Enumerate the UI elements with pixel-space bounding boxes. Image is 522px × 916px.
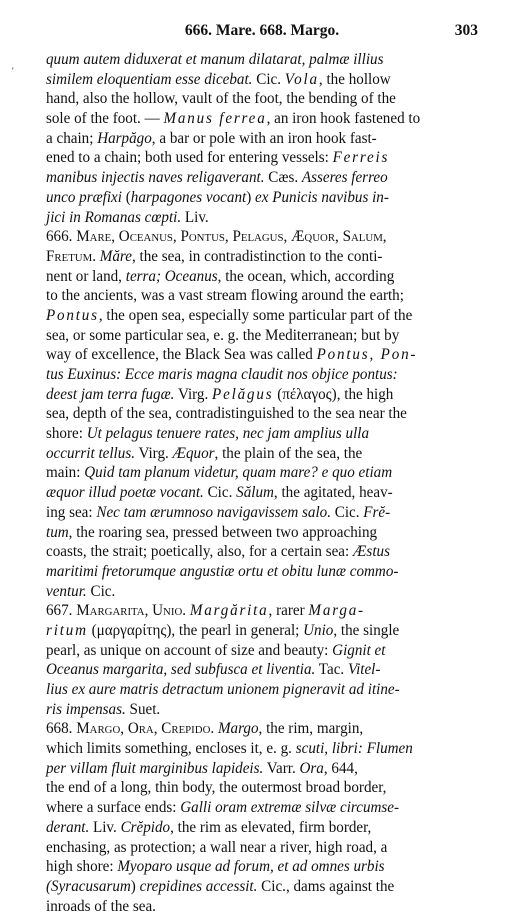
text-run: Ferreis (332, 149, 390, 167)
text-line (46, 326, 478, 346)
text-line (46, 129, 478, 149)
text-run: , the rim, margin, (258, 720, 364, 738)
text-line (46, 897, 478, 916)
text-run: Galli oram extremæ silvæ circumse- (180, 799, 400, 817)
text-run: , the rim as elevated, firm border, (170, 818, 372, 836)
text-run: Vitel- (347, 661, 381, 679)
text-run: shore: (46, 425, 87, 443)
text-run: tum (46, 523, 69, 541)
text-run: crepidines accessit. (139, 877, 258, 895)
text-run: (μαργαρίτης), the pearl in general; (87, 621, 304, 639)
text-run: , the sea, in contradistinction to the conti- (131, 247, 383, 265)
text-run: Quid tam planum videtur, quam mare? e quo etiam (84, 464, 393, 482)
text-line (46, 778, 478, 798)
text-line (46, 503, 478, 523)
text-line (46, 188, 478, 208)
text-run: hand, also the hollow, vault of the foot, the bending of the (46, 90, 396, 108)
text-run: ( (121, 188, 131, 206)
text-line (46, 700, 478, 720)
text-run: , 644, (323, 759, 358, 777)
text-run: the end of a long, thin body, the outermost broad border, (46, 779, 387, 797)
text-run: unco præfixi (46, 188, 122, 206)
text-run: ened to a chain; both used for entering vessels: (46, 149, 333, 167)
text-run: pearl, as unique on account of size and beauty: (46, 641, 333, 659)
text-line (46, 109, 478, 129)
text-run: Gignit et (332, 641, 386, 659)
page-number: 303 (454, 22, 478, 39)
text-run: Cic. (330, 503, 364, 521)
text-run: tus Euxinus: Ecce maris magna claudit nos objice pontus: (46, 366, 398, 383)
text-line (46, 424, 478, 444)
text-run: Cæs. (264, 169, 302, 187)
text-line (46, 267, 478, 287)
text-run: high shore: (46, 858, 118, 876)
text-run: Myoparo usque ad forum, et ad omnes urbis (117, 858, 385, 876)
text-run: Virg. (134, 444, 173, 462)
text-run: Manus ferrea (163, 110, 267, 128)
text-run: Pelăgus (212, 385, 274, 403)
text-line (46, 838, 478, 858)
text-run: Ora (299, 759, 324, 777)
text-run: ventur. (46, 582, 87, 600)
text-run: ris impensas. (46, 700, 126, 718)
text-run: Frĕ- (363, 503, 391, 521)
text-line (46, 247, 478, 267)
text-run: Æstus (352, 543, 390, 561)
text-run: Oceanus margarita, sed subfusca et liventia. (46, 661, 316, 679)
text-run: Mare, Oceanus, Pontus, Pelagus, Æquor, Salum, (76, 228, 387, 246)
text-run: Margărita (189, 602, 269, 620)
text-run: Fretum (46, 247, 93, 265)
text-run: which limits something, encloses it, e. g. (46, 740, 296, 758)
text-line (46, 818, 478, 838)
text-run: , the hollow (318, 70, 391, 88)
text-run: 667. (46, 602, 77, 620)
text-line (46, 562, 478, 582)
text-run: Sălum (236, 484, 274, 502)
text-run: derant. (46, 818, 90, 836)
text-line (46, 660, 478, 680)
text-run: Pontus, Pon- (316, 346, 418, 364)
text-run: main: (46, 464, 85, 482)
text-run: . (210, 720, 218, 738)
text-line (46, 877, 478, 897)
running-header (46, 22, 478, 42)
text-run: ) (130, 877, 140, 895)
text-run: sea, depth of the sea, contradistinguished to the sea near the (46, 405, 407, 423)
text-run: , rarer (268, 602, 309, 620)
text-line (46, 542, 478, 562)
text-run: Margo (217, 720, 259, 738)
text-run: per villam fluit marginibus lapideis. (46, 759, 264, 777)
text-run: deest jam terra fugæ. (46, 385, 175, 403)
text-run: quum autem diduxerat et manum dilatarat, palmæ illius (46, 51, 384, 68)
text-line (46, 463, 478, 483)
text-run: . (182, 602, 190, 620)
text-run: ( (46, 877, 52, 895)
text-run: Ut pelagus tenuere rates, nec jam amplius ulla (86, 425, 370, 443)
text-line (46, 582, 478, 602)
text-run: coasts, the strait; poetically, also, for a certain sea: (46, 543, 353, 561)
text-run: . (92, 247, 100, 265)
text-run: nent or land, (46, 267, 126, 285)
text-run: Margo, Ora, Crepido (76, 720, 211, 738)
text-run: a chain; (46, 129, 98, 147)
text-line (46, 70, 478, 90)
text-run: Cic. (252, 70, 285, 88)
text-run: (πέλαγος), the high (273, 385, 394, 403)
text-run: scuti, libri: Flumen (295, 740, 413, 758)
text-run: to the ancients, was a vast stream flowing around the earth; (46, 287, 404, 305)
text-line (46, 227, 478, 247)
text-run: 668. (46, 720, 77, 738)
text-run: , a bar or pole with an iron hook fast- (151, 129, 377, 147)
text-run: Cic. (86, 582, 116, 600)
text-line (46, 444, 478, 464)
text-line (46, 89, 478, 109)
text-run: , the ocean, which, according (217, 267, 395, 285)
text-run: , the single (333, 621, 400, 639)
text-run: Liv. (181, 208, 209, 226)
text-run: ritum (46, 621, 88, 639)
text-run: ) (246, 188, 256, 206)
text-run: Nec tam ærumnoso navigavissem salo. (96, 503, 331, 521)
text-run: 666. (46, 228, 77, 246)
text-line (46, 404, 478, 424)
text-run: Margarita, Unio (76, 602, 183, 620)
text-run: lius ex aure matris detractum unionem pigneravit ad itine- (46, 681, 400, 698)
text-line (46, 739, 478, 759)
text-run: way of excellence, the Black Sea was called (46, 346, 317, 364)
text-run: where a surface ends: (46, 799, 181, 817)
text-run: similem eloquentiam esse dicebat. (46, 70, 253, 88)
text-run: maritimi fretorumque angustiæ ortu et obitu lunæ commo- (46, 562, 399, 580)
text-line (46, 286, 478, 306)
text-run: sole of the foot. — (46, 110, 164, 128)
text-line (46, 523, 478, 543)
text-run: ing sea: (46, 503, 97, 521)
text-run: terra; Oceanus (125, 267, 218, 285)
text-line (46, 759, 478, 779)
text-run: , the agitated, heav- (273, 484, 393, 502)
text-run: Crĕpido (120, 818, 171, 836)
text-run: Tac. (315, 661, 348, 679)
text-run: Suet. (125, 700, 161, 718)
text-run: Vola (284, 70, 319, 88)
text-run: inroads of the sea. (46, 897, 156, 915)
text-line (46, 601, 478, 621)
text-run: Măre (99, 247, 132, 265)
text-run: manibus injectis naves religaverant. (46, 169, 265, 187)
text-run: Asseres ferreo (301, 169, 388, 187)
text-line (46, 148, 478, 168)
text-run: Virg. (174, 385, 213, 403)
text-line (46, 621, 478, 641)
text-line (46, 719, 478, 739)
text-run: ex Punicis navibus in- (255, 188, 389, 206)
text-run: Varr. (263, 759, 300, 777)
text-run: Syracusarum (51, 877, 131, 895)
text-line (46, 345, 478, 365)
text-run: Cic., dams against the (257, 877, 395, 895)
text-run: Cic. (203, 484, 237, 502)
text-run: Marga- (308, 602, 365, 620)
text-line (46, 365, 478, 385)
text-line (46, 680, 478, 700)
text-run: Æquor (172, 444, 215, 462)
text-run: Pontus (46, 306, 99, 324)
text-run: Unio (303, 621, 334, 639)
text-line (46, 50, 478, 70)
text-run: Harpăgo (97, 129, 152, 147)
text-run: sea, or some particular sea, e. g. the Mediterranean; but by (46, 326, 400, 344)
text-line (46, 306, 478, 326)
text-run: æquor illud poetæ vocant. (46, 484, 204, 502)
text-run: , an iron hook fastened to (266, 110, 421, 128)
text-line (46, 168, 478, 188)
text-line (46, 857, 478, 877)
margin-mark: ' (12, 66, 14, 76)
text-line (46, 208, 478, 228)
text-line (46, 798, 478, 818)
text-run: Liv. (89, 818, 121, 836)
text-run: jici in Romanas cœpti. (46, 208, 182, 226)
text-run: , the open sea, especially some particular part of the (98, 306, 413, 324)
text-run: , the roaring sea, pressed between two approaching (68, 523, 378, 541)
text-run: occurrit tellus. (46, 444, 135, 462)
text-run: , the plain of the sea, the (214, 444, 363, 462)
page-body-text (46, 50, 486, 916)
text-run: harpagones vocant (130, 188, 247, 206)
text-run: enchasing, as protection; a wall near a river, high road, a (46, 838, 388, 856)
text-line (46, 483, 478, 503)
text-line (46, 385, 478, 405)
text-line (46, 641, 478, 661)
header-title: 666. Mare. 668. Margo. (184, 22, 340, 39)
